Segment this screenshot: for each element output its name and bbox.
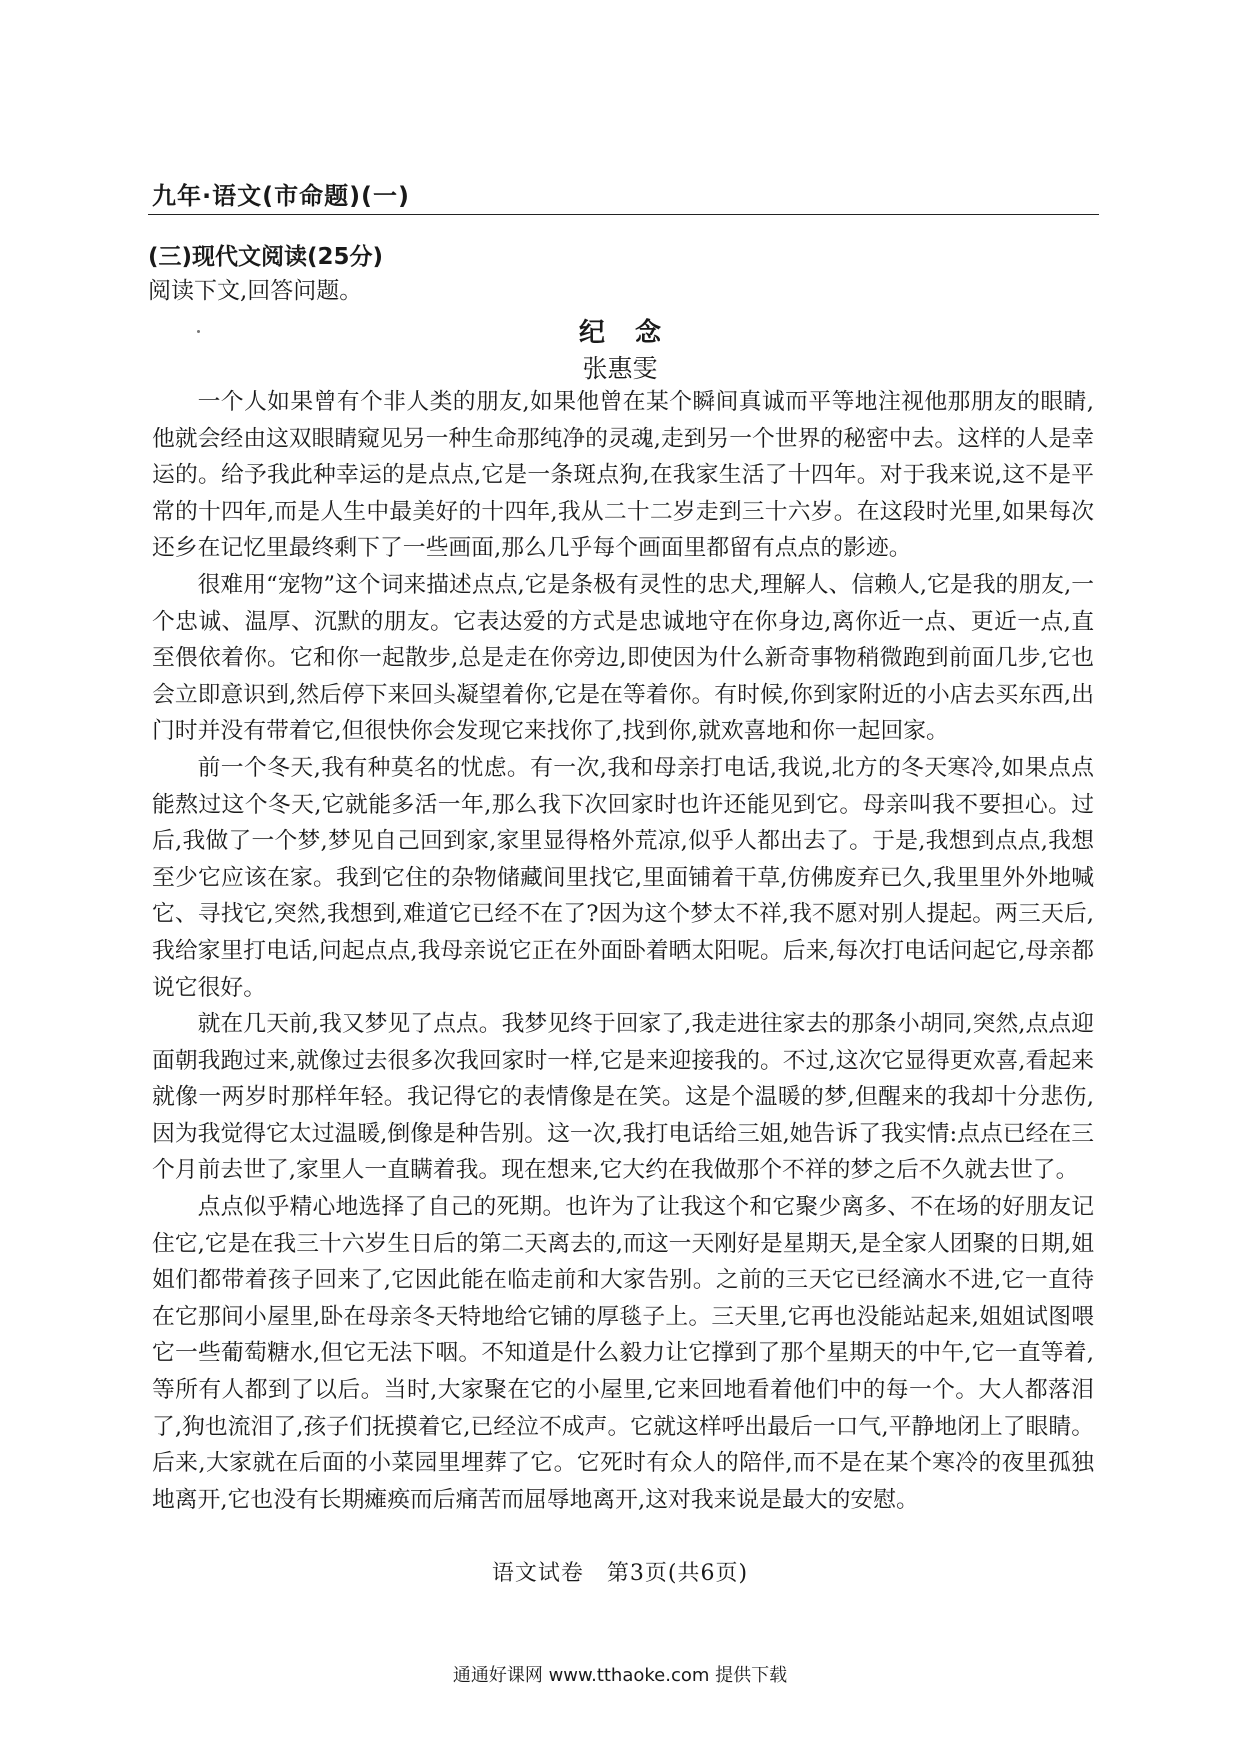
page-footer: 语文试卷 第3页(共6页) — [491, 1561, 749, 1586]
article-author: 张惠雯 — [582, 354, 658, 383]
paragraph-3: 前一个冬天,我有种莫名的忧虑。有一次,我和母亲打电话,我说,北方的冬天寒冷,如果点点能熬过这个冬天,它就能多活一年,那么我下次回家时也许还能见到它。母亲叫我不要担心。过后,我做了一个梦,梦见自己回到家,家里显得格外荒凉,似乎人都出去了。于是,我想到点点,我想至少它应该在家。我到它住的杂物储藏间里找它,里面铺着干草,仿佛废弃已久,我里里外外地喊它、寻找它,突然,我想到,难道它已经不在了?因为这个梦太不祥,我不愿对别人提起。两三天后,我给家里打电话,问起点点,我母亲说它正在外面卧着晒太阳呢。后来,每次打电话问起它,母亲都说它很好。 — [152, 754, 1094, 1001]
reading-instruction: 阅读下文,回答问题。 — [148, 278, 363, 304]
exam-header: 九年·语文(市命题)(一) — [152, 182, 410, 210]
paragraph-5: 点点似乎精心地选择了自己的死期。也许为了让我这个和它聚少离多、不在场的好朋友记住它,它是在我三十六岁生日后的第二天离去的,而这一天刚好是星期天,是全家人团聚的日期,姐姐们都带着孩子回来了,它因此能在临走前和大家告别。之前的三天它已经滴水不进,它一直待在它那间小屋里,卧在母亲冬天特地给它铺的厚毯子上。三天里,它再也没能站起来,姐姐试图喂它一些葡萄糖水,但它无法下咽。不知道是什么毅力让它撑到了那个星期天的中午,它一直等着,等所有人都到了以后。当时,大家聚在它的小屋里,它来回地看着他们中的每一个。大人都落泪了,狗也流泪了,孩子们抚摸着它,已经泣不成声。它就这样呼出最后一口气,平静地闭上了眼睛。后来,大家就在后面的小菜园里埋葬了它。它死时有众人的陪伴,而不是在某个寒冷的夜里孤独地离开,它也没有长期瘫痪而后痛苦而屈辱地离开,这对我来说是最大的安慰。 — [152, 1194, 1094, 1513]
paragraph-4: 就在几天前,我又梦见了点点。我梦见终于回家了,我走进往家去的那条小胡同,突然,点点迎面朝我跑过来,就像过去很多次我回家时一样,它是来迎接我的。不过,这次它显得更欢喜,看起来就像一两岁时那样年轻。我记得它的表情像是在笑。这是个温暖的梦,但醒来的我却十分悲伤,因为我觉得它太过温暖,倒像是种告别。这一次,我打电话给三姐,她告诉了我实情:点点已经在三个月前去世了,家里人一直瞒着我。现在想来,它大约在我做那个不祥的梦之后不久就去世了。 — [152, 1011, 1094, 1184]
download-watermark: 通通好课网 www.tthaoke.com 提供下载 — [452, 1665, 788, 1686]
article-body — [152, 384, 1094, 1518]
paragraph-2: 很难用“宠物”这个词来描述点点,它是条极有灵性的忠犬,理解人、信赖人,它是我的朋友,一个忠诚、温厚、沉默的朋友。它表达爱的方式是忠诚地守在你身边,离你近一点、更近一点,直至偎依着你。它和你一起散步,总是走在你旁边,即使因为什么新奇事物稍微跑到前面几步,它也会立即意识到,然后停下来回头凝望着你,它是在等着你。有时候,你到家附近的小店去买东西,出门时并没有带着它,但很快你会发现它来找你了,找到你,就欢喜地和你一起回家。 — [152, 571, 1094, 745]
header-divider — [148, 214, 1099, 215]
section-title: (三)现代文阅读(25分) — [148, 244, 384, 270]
article-title: 纪念 — [578, 318, 691, 348]
paragraph-1: 一个人如果曾有个非人类的朋友,如果他曾在某个瞬间真诚而平等地注视他那朋友的眼睛,他就会经由这双眼睛窥见另一种生命那纯净的灵魂,走到另一个世界的秘密中去。这样的人是幸运的。给予我此种幸运的是点点,它是一条斑点狗,在我家生活了十四年。对于我来说,这不是平常的十四年,而是人生中最美好的十四年,我从二十二岁走到三十六岁。在这段时光里,如果每次还乡在记忆里最终剩下了一些画面,那么几乎每个画面里都留有点点的影迹。 — [152, 389, 1094, 562]
